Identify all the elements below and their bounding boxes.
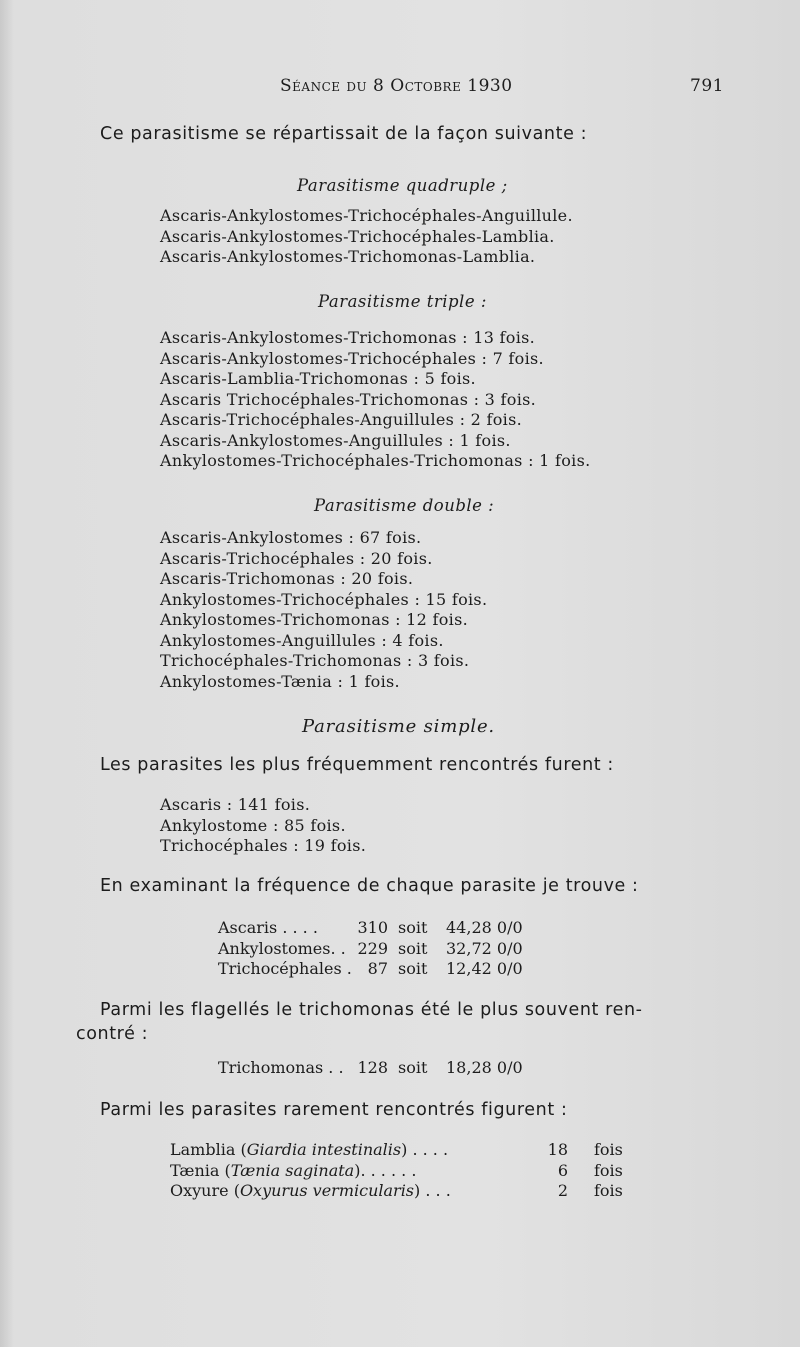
- list-item: Ascaris Trichocéphales-Trichomonas : 3 fois.: [160, 389, 537, 409]
- heading-triple: Parasitisme triple :: [318, 292, 487, 311]
- flagellates-line-1: Parmi les flagellés le trichomonas été le plus souvent ren-: [100, 1000, 643, 1020]
- parasite-name: Trichomonas . .: [218, 1058, 344, 1077]
- soit-word: soit: [398, 959, 428, 978]
- parasite-percentage: 12,42 0/0: [446, 959, 523, 978]
- list-item: Ascaris-Ankylostomes-Trichocéphales : 7 fois.: [160, 348, 544, 368]
- leader-dots: . . .: [425, 1181, 451, 1200]
- list-double: [160, 528, 487, 692]
- fois-unit: fois: [594, 1160, 623, 1180]
- parasite-count: 128: [357, 1058, 388, 1077]
- list-item: Ankylostomes-Anguillules : 4 fois.: [160, 630, 444, 650]
- header-session-date: Séance du 8 Octobre: [280, 76, 462, 96]
- list-item: Ascaris-Ankylostomes : 67 fois.: [160, 528, 422, 547]
- frequency-table: [218, 918, 618, 980]
- table-row: [218, 1058, 618, 1079]
- flagellates-table: [218, 1058, 618, 1079]
- list-simple: [160, 795, 366, 857]
- list-quadruple: [160, 206, 573, 268]
- list-item: Ankylostomes-Trichocéphales : 15 fois.: [160, 589, 488, 609]
- fois-unit: fois: [594, 1140, 623, 1159]
- table-row: [218, 959, 618, 980]
- flagellates-line-2: contré :: [76, 1024, 149, 1044]
- parasite-count: 87: [367, 959, 388, 978]
- rare-parasite-label: Lamblia (Giardia intestinalis) . . . .: [170, 1140, 449, 1159]
- heading-double: Parasitisme double :: [314, 496, 495, 515]
- parasite-count: 6: [557, 1160, 568, 1180]
- parasite-name: Tænia: [170, 1160, 220, 1180]
- running-header-title: [280, 76, 513, 96]
- soit-word: soit: [398, 1058, 428, 1077]
- latin-name: Tænia saginata: [230, 1160, 355, 1180]
- parasite-percentage: 44,28 0/0: [446, 918, 523, 937]
- list-item: Ankylostomes-Tænia : 1 fois.: [160, 671, 400, 691]
- list-item: Ascaris : 141 fois.: [160, 795, 311, 814]
- parasite-name: Ascaris . . . .: [218, 918, 318, 937]
- list-item: Trichocéphales-Trichomonas : 3 fois.: [160, 651, 470, 670]
- intro-paragraph: Ce parasitisme se répartissait de la façon suivante :: [100, 124, 588, 144]
- list-item: Ascaris-Ankylostomes-Trichocéphales-Lamblia.: [160, 226, 555, 246]
- rare-intro: Parmi les parasites rarement rencontrés figurent :: [100, 1100, 568, 1120]
- rare-table: [170, 1140, 630, 1202]
- leader-dots: . . . .: [412, 1140, 449, 1159]
- latin-name: Oxyurus vermicularis: [239, 1181, 415, 1200]
- table-row: [170, 1161, 630, 1182]
- rare-parasite-label: Oxyure (Oxyurus vermicularis) . . .: [170, 1181, 451, 1200]
- parasite-count: 229: [357, 938, 388, 958]
- table-row: [218, 918, 618, 939]
- list-item: Ascaris-Ankylostomes-Trichomonas : 13 fois.: [160, 328, 536, 347]
- soit-word: soit: [398, 918, 428, 937]
- parasite-name: Trichocéphales .: [218, 959, 352, 978]
- parasite-count: 310: [357, 918, 388, 937]
- table-row: [218, 939, 618, 960]
- list-item: Ascaris-Ankylostomes-Anguillules : 1 fois.: [160, 430, 511, 450]
- latin-name: Giardia intestinalis: [246, 1140, 402, 1159]
- list-item: Ascaris-Ankylostomes-Trichomonas-Lamblia.: [160, 247, 536, 266]
- heading-quadruple: Parasitisme quadruple ;: [297, 176, 508, 195]
- list-item: Ascaris-Lamblia-Trichomonas : 5 fois.: [160, 369, 476, 388]
- leader-dots: . . . . .: [370, 1160, 417, 1180]
- list-item: Ankylostomes-Trichomonas : 12 fois.: [160, 610, 468, 629]
- list-item: Ascaris-Trichocéphales : 20 fois.: [160, 548, 433, 568]
- list-item: Ankylostomes-Trichocéphales-Trichomonas : 1 fois.: [160, 451, 591, 470]
- parasite-name: Oxyure: [170, 1181, 229, 1200]
- parasite-percentage: 18,28 0/0: [446, 1058, 523, 1077]
- parasite-count: 2: [557, 1181, 568, 1200]
- table-row: [170, 1140, 630, 1161]
- list-item: Ascaris-Trichomonas : 20 fois.: [160, 569, 414, 588]
- list-triple: [160, 328, 590, 472]
- list-item: Ascaris-Ankylostomes-Trichocéphales-Anguillule.: [160, 206, 573, 225]
- fois-unit: fois: [594, 1181, 623, 1200]
- rare-parasite-label: Tænia (Tænia saginata). . . . . .: [170, 1160, 417, 1180]
- list-item: Ankylostome : 85 fois.: [160, 815, 346, 835]
- frequency-intro: En examinant la fréquence de chaque parasite je trouve :: [100, 876, 639, 896]
- header-year: 1930: [467, 76, 513, 96]
- list-item: Ascaris-Trichocéphales-Anguillules : 2 fois.: [160, 410, 522, 429]
- parasite-name: Ankylostomes. .: [218, 938, 346, 958]
- soit-word: soit: [398, 938, 428, 958]
- list-item: Trichocéphales : 19 fois.: [160, 836, 367, 855]
- heading-simple: Parasitisme simple.: [302, 716, 495, 737]
- table-row: [170, 1181, 630, 1202]
- parasite-percentage: 32,72 0/0: [446, 938, 523, 958]
- page-number: 791: [690, 76, 724, 96]
- simple-intro: Les parasites les plus fréquemment rencontrés furent :: [100, 755, 614, 775]
- parasite-count: 18: [547, 1140, 568, 1159]
- parasite-name: Lamblia: [170, 1140, 236, 1159]
